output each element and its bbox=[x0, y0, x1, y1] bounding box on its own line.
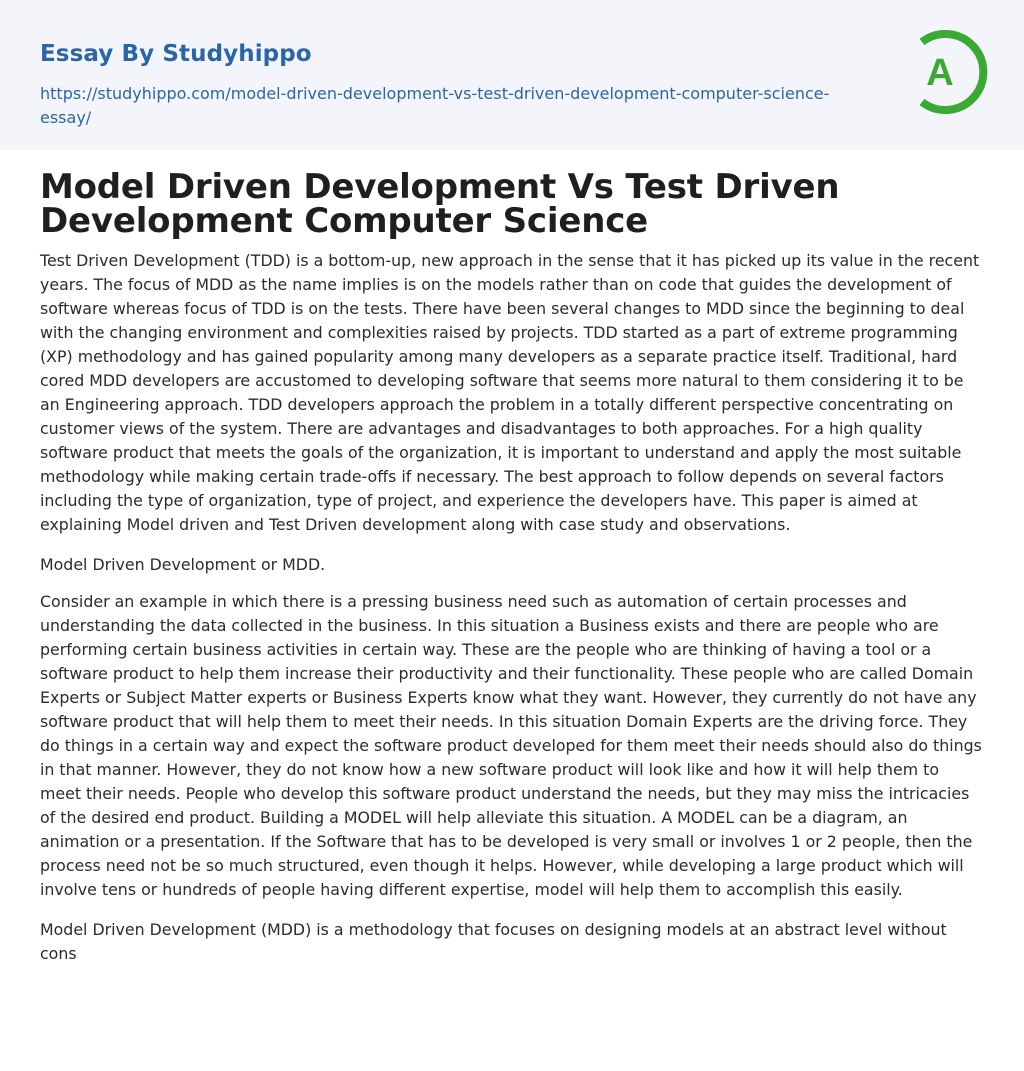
article-paragraph: Model Driven Development (MDD) is a methodology that focuses on designing models at an abstract level without cons bbox=[40, 920, 947, 963]
page-title: Model Driven Development Vs Test Driven Development Computer Science bbox=[40, 167, 840, 241]
essay-url-link[interactable]: https://studyhippo.com/model-driven-development-vs-test-driven-development-computer-science-essay/ bbox=[40, 84, 830, 127]
logo-letter: A bbox=[926, 52, 954, 94]
studyhippo-logo-icon[interactable] bbox=[908, 28, 988, 116]
article bbox=[40, 167, 984, 966]
section-heading: Model Driven Development or MDD. bbox=[40, 555, 326, 574]
brand-title[interactable]: Essay By Studyhippo bbox=[40, 41, 312, 67]
article-paragraph: Test Driven Development (TDD) is a bottom-up, new approach in the sense that it has picked up its value in the recent years. The focus of MDD as the name implies is on the models rather than on code that guides the development of software whereas focus of TDD is on the tests. There have been several changes to MDD since the beginning to deal with the changing environment and complexities raised by projects. TDD started as a part of extreme programming (XP) methodology and has gained popularity among many developers as a separate practice itself. Traditional, hard cored MDD developers are accustomed to developing software that seems more natural to them considering it to be an Engineering approach. TDD developers approach the problem in a totally different perspective concentrating on customer views of the system. There are advantages and disadvantages to both approaches. For a high quality software product that meets the goals of the organization, it is important to understand and apply the most suitable methodology while making certain trade-offs if necessary. The best approach to follow depends on several factors including the type of organization, type of project, and experience the developers have. This paper is aimed at explaining Model driven and Test Driven development along with case study and observations. bbox=[40, 251, 980, 534]
site-header bbox=[0, 0, 1024, 150]
article-paragraph: Consider an example in which there is a pressing business need such as automation of certain processes and understanding the data collected in the business. In this situation a Business exists and there are people who are performing certain business activities in certain way. These are the people who are thinking of having a tool or a software product to help them increase their productivity and their functionality. These people who are called Domain Experts or Subject Matter experts or Business Experts know what they want. However, they currently do not have any software product that will help them to meet their needs. In this situation Domain Experts are the driving force. They do things in a certain way and expect the software product developed for them meet their needs should also do things in that manner. However, they do not know how a new software product will look like and how it will help them to meet their needs. People who develop this software product understand the needs, but they may miss the intricacies of the desired end product. Building a MODEL will help alleviate this situation. A MODEL can be a diagram, an animation or a presentation. If the Software that has to be developed is very small or involves 1 or 2 people, then the process need not be so much structured, even though it helps. However, while developing a large product which will involve tens or hundreds of people having different expertise, model will help them to accomplish this easily. bbox=[40, 592, 982, 899]
